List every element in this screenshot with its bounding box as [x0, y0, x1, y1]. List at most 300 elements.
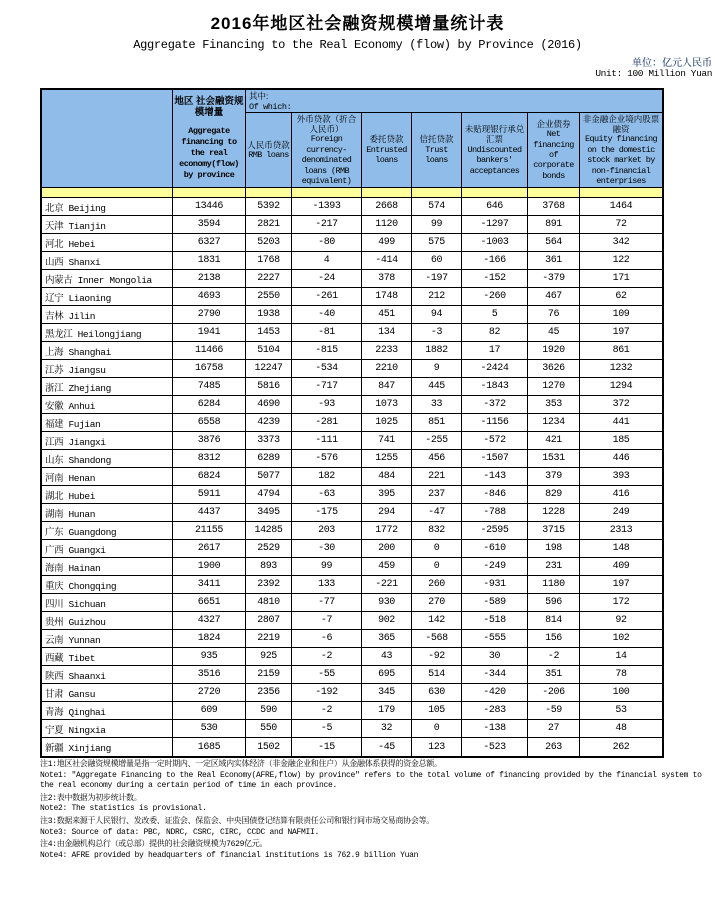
value-cell: 695 [362, 666, 412, 684]
value-cell: -15 [292, 738, 362, 756]
separator-cell [462, 187, 528, 198]
value-cell: 212 [412, 288, 462, 306]
footnote: 注4:由金融机构总行（或总部）提供的社会融资规模为7629亿元。 [40, 840, 268, 850]
value-cell: -534 [292, 360, 362, 378]
value-cell: 72 [580, 216, 662, 234]
value-cell: 4690 [246, 396, 292, 414]
value-cell: -1156 [462, 414, 528, 432]
value-cell: 451 [362, 306, 412, 324]
table-row [42, 216, 662, 234]
value-cell: 1180 [528, 576, 580, 594]
value-cell: -5 [292, 720, 362, 738]
province-cell: 福建 Fujian [42, 414, 173, 432]
value-cell: 0 [412, 720, 462, 738]
value-cell: 361 [528, 252, 580, 270]
value-cell: -197 [412, 270, 462, 288]
value-cell: 421 [528, 432, 580, 450]
value-cell: 1831 [173, 252, 246, 270]
value-cell: 1900 [173, 558, 246, 576]
value-cell: 2227 [246, 270, 292, 288]
value-cell: 21155 [173, 522, 246, 540]
value-cell: 484 [362, 468, 412, 486]
value-cell: 13446 [173, 198, 246, 216]
value-cell: 294 [362, 504, 412, 522]
province-cell: 广东 Guangdong [42, 522, 173, 540]
value-cell: 0 [412, 558, 462, 576]
column-header-6: 企业债券 Net financing of corporate bonds [528, 113, 580, 187]
value-cell: 0 [412, 540, 462, 558]
value-cell: 99 [412, 216, 462, 234]
value-cell: 456 [412, 450, 462, 468]
value-cell: 2138 [173, 270, 246, 288]
province-cell: 西藏 Tibet [42, 648, 173, 666]
value-cell: -59 [528, 702, 580, 720]
separator-cell [42, 187, 173, 198]
table-header [42, 90, 662, 187]
value-cell: 237 [412, 486, 462, 504]
value-cell: -1843 [462, 378, 528, 396]
value-cell: 6558 [173, 414, 246, 432]
corner-cell [42, 90, 173, 187]
value-cell: 8312 [173, 450, 246, 468]
value-cell: 1502 [246, 738, 292, 756]
value-cell: 1748 [362, 288, 412, 306]
separator-cell [173, 187, 246, 198]
value-cell: -249 [462, 558, 528, 576]
value-cell: 133 [292, 576, 362, 594]
province-cell: 黑龙江 Heilongjiang [42, 324, 173, 342]
province-cell: 云南 Yunnan [42, 630, 173, 648]
table-row [42, 612, 662, 630]
value-cell: 16758 [173, 360, 246, 378]
value-cell: -788 [462, 504, 528, 522]
separator-cell [292, 187, 362, 198]
value-cell: -568 [412, 630, 462, 648]
value-cell: -175 [292, 504, 362, 522]
value-cell: 372 [580, 396, 662, 414]
value-cell: 6327 [173, 234, 246, 252]
separator-stripe [42, 187, 662, 198]
province-cell: 青海 Qinghai [42, 702, 173, 720]
page-subtitle: Aggregate Financing to the Real Economy (flow) by Province (2016) [133, 38, 582, 52]
value-cell: -6 [292, 630, 362, 648]
value-cell: 134 [362, 324, 412, 342]
province-cell: 内蒙古 Inner Mongolia [42, 270, 173, 288]
value-cell: -420 [462, 684, 528, 702]
value-cell: -555 [462, 630, 528, 648]
province-cell: 江西 Jiangxi [42, 432, 173, 450]
value-cell: 5911 [173, 486, 246, 504]
value-cell: -523 [462, 738, 528, 756]
value-cell: -931 [462, 576, 528, 594]
afre-table [40, 88, 664, 758]
value-cell: 1941 [173, 324, 246, 342]
value-cell: 142 [412, 612, 462, 630]
value-cell: -717 [292, 378, 362, 396]
value-cell: -152 [462, 270, 528, 288]
province-cell: 贵州 Guizhou [42, 612, 173, 630]
value-cell: 2529 [246, 540, 292, 558]
value-cell: 5 [462, 306, 528, 324]
value-cell: 630 [412, 684, 462, 702]
table-row [42, 738, 662, 756]
value-cell: -2 [292, 702, 362, 720]
value-cell: 32 [362, 720, 412, 738]
table-row [42, 648, 662, 666]
value-cell: 2233 [362, 342, 412, 360]
value-cell: -2 [528, 648, 580, 666]
value-cell: 4693 [173, 288, 246, 306]
value-cell: -93 [292, 396, 362, 414]
value-cell: 100 [580, 684, 662, 702]
table-row [42, 666, 662, 684]
value-cell: 1464 [580, 198, 662, 216]
value-cell: 1232 [580, 360, 662, 378]
value-cell: -610 [462, 540, 528, 558]
province-cell: 河北 Hebei [42, 234, 173, 252]
value-cell: 172 [580, 594, 662, 612]
value-cell: 3715 [528, 522, 580, 540]
value-cell: 832 [412, 522, 462, 540]
value-cell: 851 [412, 414, 462, 432]
value-cell: 14 [580, 648, 662, 666]
value-cell: 395 [362, 486, 412, 504]
value-cell: 1531 [528, 450, 580, 468]
value-cell: 6289 [246, 450, 292, 468]
value-cell: 1772 [362, 522, 412, 540]
value-cell: -55 [292, 666, 362, 684]
value-cell: 3411 [173, 576, 246, 594]
value-cell: -2595 [462, 522, 528, 540]
value-cell: -1507 [462, 450, 528, 468]
value-cell: 3876 [173, 432, 246, 450]
value-cell: -7 [292, 612, 362, 630]
value-cell: 5816 [246, 378, 292, 396]
value-cell: 2159 [246, 666, 292, 684]
province-cell: 北京 Beijing [42, 198, 173, 216]
value-cell: -261 [292, 288, 362, 306]
value-cell: 48 [580, 720, 662, 738]
province-cell: 陕西 Shaanxi [42, 666, 173, 684]
value-cell: 99 [292, 558, 362, 576]
value-cell: 171 [580, 270, 662, 288]
table-row [42, 468, 662, 486]
value-cell: -372 [462, 396, 528, 414]
value-cell: -2 [292, 648, 362, 666]
value-cell: 4239 [246, 414, 292, 432]
value-cell: 4437 [173, 504, 246, 522]
value-cell: 365 [362, 630, 412, 648]
value-cell: 345 [362, 684, 412, 702]
value-cell: 351 [528, 666, 580, 684]
value-cell: 102 [580, 630, 662, 648]
table-row [42, 432, 662, 450]
table-row [42, 702, 662, 720]
value-cell: 123 [412, 738, 462, 756]
value-cell: 156 [528, 630, 580, 648]
value-cell: 4794 [246, 486, 292, 504]
value-cell: -283 [462, 702, 528, 720]
value-cell: 1294 [580, 378, 662, 396]
value-cell: 575 [412, 234, 462, 252]
value-cell: 1234 [528, 414, 580, 432]
unit-label-cn: 单位：亿元人民币 [632, 58, 712, 69]
value-cell: 1270 [528, 378, 580, 396]
value-cell: -572 [462, 432, 528, 450]
value-cell: -815 [292, 342, 362, 360]
province-cell: 安徽 Anhui [42, 396, 173, 414]
value-cell: -47 [412, 504, 462, 522]
value-cell: 2313 [580, 522, 662, 540]
value-cell: 60 [412, 252, 462, 270]
separator-cell [580, 187, 662, 198]
value-cell: 1882 [412, 342, 462, 360]
value-cell: 893 [246, 558, 292, 576]
value-cell: 925 [246, 648, 292, 666]
value-cell: 2790 [173, 306, 246, 324]
footnote: 注3:数据来源于人民银行、发改委、证监会、保监会、中央国债登记结算有限责任公司和银行间市场交易商协会等。 [40, 816, 434, 826]
value-cell: 78 [580, 666, 662, 684]
province-cell: 广西 Guangxi [42, 540, 173, 558]
value-cell: -344 [462, 666, 528, 684]
value-cell: 891 [528, 216, 580, 234]
value-cell: 564 [528, 234, 580, 252]
column-header-3: 委托贷款 Entrusted loans [362, 113, 412, 187]
table-row [42, 234, 662, 252]
page-title: 2016年地区社会融资规模增量统计表 [210, 14, 505, 33]
value-cell: 92 [580, 612, 662, 630]
value-cell: -45 [362, 738, 412, 756]
value-cell: 596 [528, 594, 580, 612]
table-body [42, 198, 662, 756]
value-cell: 609 [173, 702, 246, 720]
value-cell: 2356 [246, 684, 292, 702]
value-cell: 1685 [173, 738, 246, 756]
value-cell: 514 [412, 666, 462, 684]
separator-cell [528, 187, 580, 198]
table-row [42, 504, 662, 522]
value-cell: 27 [528, 720, 580, 738]
column-header-7: 非金融企业境内股票融资 Equity financing on the domestic stock market by non-financial enterprises [582, 113, 660, 186]
value-cell: 3495 [246, 504, 292, 522]
value-cell: 4327 [173, 612, 246, 630]
value-cell: -1393 [292, 198, 362, 216]
value-cell: -143 [462, 468, 528, 486]
value-cell: 2550 [246, 288, 292, 306]
table-row [42, 198, 662, 216]
value-cell: 9 [412, 360, 462, 378]
value-cell: 3516 [173, 666, 246, 684]
afre-header-cn: 地区 社会融资规模增量 [174, 95, 244, 119]
value-cell: 847 [362, 378, 412, 396]
value-cell: 231 [528, 558, 580, 576]
value-cell: -138 [462, 720, 528, 738]
province-cell: 湖南 Hunan [42, 504, 173, 522]
value-cell: -92 [412, 648, 462, 666]
value-cell: -24 [292, 270, 362, 288]
value-cell: 182 [292, 468, 362, 486]
column-header-4: 信托贷款 Trust loans [412, 113, 462, 187]
value-cell: 7485 [173, 378, 246, 396]
province-cell: 宁夏 Ningxia [42, 720, 173, 738]
value-cell: 262 [612, 741, 630, 753]
value-cell: -206 [528, 684, 580, 702]
value-cell: -576 [292, 450, 362, 468]
value-cell: 5077 [246, 468, 292, 486]
column-header-5: 未贴现银行承兑汇票 Undiscounted bankers' acceptances [462, 113, 528, 187]
value-cell: 741 [362, 432, 412, 450]
value-cell: 353 [528, 396, 580, 414]
table-row [42, 414, 662, 432]
value-cell: 467 [528, 288, 580, 306]
value-cell: -77 [292, 594, 362, 612]
value-cell: 203 [292, 522, 362, 540]
value-cell: 342 [580, 234, 662, 252]
province-cell: 湖北 Hubei [42, 486, 173, 504]
value-cell: 459 [362, 558, 412, 576]
value-cell: -192 [292, 684, 362, 702]
value-cell: 590 [246, 702, 292, 720]
value-cell: 260 [412, 576, 462, 594]
value-cell: 198 [528, 540, 580, 558]
value-cell: 441 [580, 414, 662, 432]
footnote: Note3: Source of data: PBC, NDRC, CSRC, CIRC, CCDC and NAFMII. [40, 827, 320, 837]
table-row [42, 486, 662, 504]
value-cell: 11466 [173, 342, 246, 360]
value-cell: 379 [528, 468, 580, 486]
table-row [42, 522, 662, 540]
value-cell: 2392 [246, 576, 292, 594]
table-row [42, 252, 662, 270]
value-cell: 2210 [362, 360, 412, 378]
value-cell: 935 [173, 648, 246, 666]
value-cell: -518 [462, 612, 528, 630]
province-cell: 甘肃 Gansu [42, 684, 173, 702]
value-cell: 17 [462, 342, 528, 360]
of-which-en: Of which: [249, 101, 292, 112]
separator-cell [362, 187, 412, 198]
value-cell: 2821 [246, 216, 292, 234]
value-cell: 122 [580, 252, 662, 270]
column-header-afre [173, 90, 246, 187]
value-cell: 3594 [173, 216, 246, 234]
value-cell: -40 [292, 306, 362, 324]
province-cell: 江苏 Jiangsu [42, 360, 173, 378]
value-cell: 249 [580, 504, 662, 522]
value-cell: 829 [528, 486, 580, 504]
value-cell: 902 [362, 612, 412, 630]
value-cell: 1824 [173, 630, 246, 648]
value-cell: 416 [580, 486, 662, 504]
table-row [42, 594, 662, 612]
value-cell: 197 [580, 324, 662, 342]
value-cell: 14285 [246, 522, 292, 540]
value-cell: 814 [528, 612, 580, 630]
footnote: Note2: The statistics is provisional. [40, 804, 207, 814]
value-cell: -846 [462, 486, 528, 504]
value-cell: 499 [362, 234, 412, 252]
value-cell: -379 [528, 270, 580, 288]
value-cell: 221 [412, 468, 462, 486]
value-cell: 76 [528, 306, 580, 324]
value-cell: 1938 [246, 306, 292, 324]
unit-label-en: Unit: 100 Million Yuan [595, 68, 712, 79]
column-header-2: 外币贷款（折合人民币） Foreign currency-denominated loans (RMB equivalent) [292, 113, 362, 187]
province-cell: 吉林 Jilin [42, 306, 173, 324]
value-cell: -63 [292, 486, 362, 504]
table-row [42, 378, 662, 396]
column-header-1: 人民币贷款 RMB loans [246, 113, 292, 187]
value-cell: 94 [412, 306, 462, 324]
value-cell: 1073 [362, 396, 412, 414]
table-row [42, 270, 662, 288]
table-row [42, 630, 662, 648]
province-cell: 新疆 Xinjiang [42, 738, 173, 756]
footnotes [40, 760, 713, 861]
value-cell: -260 [462, 288, 528, 306]
value-cell: 530 [173, 720, 246, 738]
value-cell: 409 [580, 558, 662, 576]
table-row [42, 684, 662, 702]
value-cell: 3768 [528, 198, 580, 216]
value-cell: 200 [362, 540, 412, 558]
separator-cell [412, 187, 462, 198]
value-cell: 574 [412, 198, 462, 216]
value-cell: 1228 [528, 504, 580, 522]
value-cell: 263 [528, 738, 580, 756]
value-cell: 12247 [246, 360, 292, 378]
value-cell: -414 [362, 252, 412, 270]
value-cell: 4 [292, 252, 362, 270]
value-cell: -166 [462, 252, 528, 270]
value-cell: 378 [362, 270, 412, 288]
value-cell: 446 [580, 450, 662, 468]
of-which-cn: 其中: [249, 91, 269, 101]
value-cell: -589 [462, 594, 528, 612]
footnote: 注1:地区社会融资规模增量是指一定时期内、一定区域内实体经济（非金融企业和住户）从金融体系获得的资金总额。 [40, 760, 442, 769]
value-cell: 3373 [246, 432, 292, 450]
value-cell: 105 [412, 702, 462, 720]
value-cell: 2807 [246, 612, 292, 630]
table-row [42, 360, 662, 378]
value-cell: 43 [362, 648, 412, 666]
value-cell: 2617 [173, 540, 246, 558]
value-cell: 45 [528, 324, 580, 342]
table-row [42, 342, 662, 360]
value-cell: 33 [412, 396, 462, 414]
table-row [42, 450, 662, 468]
value-cell: 1120 [362, 216, 412, 234]
value-cell: -3 [412, 324, 462, 342]
value-cell: -281 [292, 414, 362, 432]
value-cell: 3626 [528, 360, 580, 378]
province-cell: 山东 Shandong [42, 450, 173, 468]
table-row [42, 288, 662, 306]
value-cell: 6651 [173, 594, 246, 612]
value-cell: 861 [580, 342, 662, 360]
province-cell: 海南 Hainan [42, 558, 173, 576]
footnote: Note1: "Aggregate Financing to the Real Economy(AFRE,flow) by province" refers to the total volume of financing provided by the financial system to the real economy during a certain period of time in each province. [40, 770, 702, 791]
value-cell: 646 [462, 198, 528, 216]
value-cell: 2720 [173, 684, 246, 702]
value-cell: -30 [292, 540, 362, 558]
value-cell: 930 [362, 594, 412, 612]
table-row [42, 576, 662, 594]
value-cell: 109 [580, 306, 662, 324]
value-cell: -221 [362, 576, 412, 594]
value-cell: 179 [362, 702, 412, 720]
province-cell: 上海 Shanghai [42, 342, 173, 360]
